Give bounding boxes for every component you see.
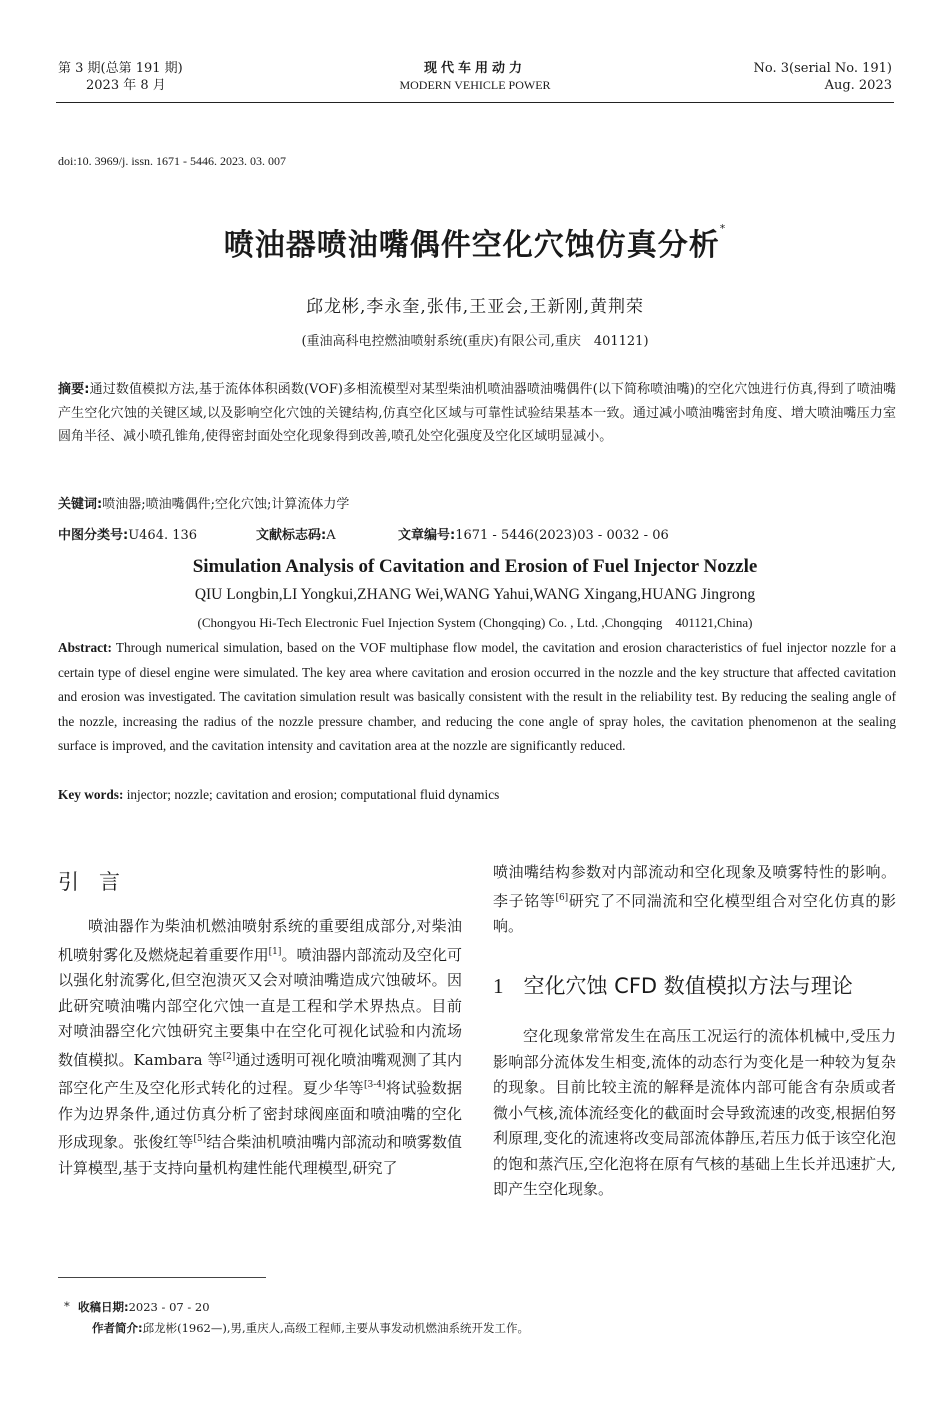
affiliation: (重油高科电控燃油喷射系统(重庆)有限公司,重庆 401121) (301, 334, 649, 349)
article-number (398, 524, 669, 543)
authors: 邱龙彬,李永奎,张伟,王亚会,王新刚,黄荆荣 (305, 297, 645, 317)
author-bio-label: 作者简介: (92, 1321, 143, 1335)
section-1-title: 空化穴蚀 CFD 数值模拟方法与理论 (523, 974, 853, 998)
doc-label: 文献标志码: (256, 528, 327, 543)
doc-value: A (326, 528, 336, 543)
clc-value: U464. 136 (128, 528, 198, 543)
english-title: Simulation Analysis of Cavitation and Erosion of Fuel Injector Nozzle (192, 556, 758, 577)
keywords-cn (58, 493, 349, 512)
clc-label: 中图分类号: (58, 528, 129, 543)
journal-name-cn: 现代车用动力 (423, 61, 526, 76)
intro-cont-b: 研究了不同湍流和空化模型组合对空化仿真的影响。 (493, 891, 896, 935)
section-1-heading (493, 970, 853, 1000)
abstract-en-label: Abstract: (58, 640, 112, 655)
english-authors: QIU Longbin,LI Yongkui,ZHANG Wei,WANG Yahui,WANG Xingang,HUANG Jingrong (194, 586, 756, 603)
keywords-en (58, 787, 499, 803)
abstract-en-text: Through numerical simulation, based on the VOF multiphase flow model, the cavitation and erosion characteristics of fuel injector nozzle for a certain type of diesel engine were simulated. The key area where cavitation and erosion occurred in the nozzle and the key structure that affected cavitation and erosion was investigated. The cavitation simulation result was basically consistent with the result in the reliability test. By reducing the sealing angle of the nozzle, increasing the radius of the nozzle pressure chamber, and reducing the cone angle of spray holes, the cavitation phenomenon at the sealing surface is improved, and the cavitation intensity and cavitation area at the nozzle are significantly reduced. (58, 640, 896, 753)
citation-5: [5] (193, 1134, 207, 1144)
citation-1: [1] (268, 946, 282, 957)
citation-2: [2] (222, 1051, 236, 1062)
received-value: 2023 - 07 - 20 (128, 1300, 210, 1314)
intro-text-b: 。喷油器内部流动及空化可以强化射流雾化,但空泡溃灭又会对喷油嘴造成穴蚀破坏。因此研究喷油嘴内部空化穴蚀一直是工程和学术界热点。目前对喷油器空化穴蚀研究主要集中在空化可视化试验和内流场数值模拟。Kambara 等 (58, 945, 462, 1069)
keywords-cn-label: 关键词: (58, 497, 103, 512)
abstract-en (58, 636, 896, 759)
title-footnote-mark: * (719, 222, 727, 235)
doi: doi:10. 3969/j. issn. 1671 - 5446. 2023. 03. 007 (58, 154, 287, 168)
header-divider (56, 102, 894, 103)
abstract-cn-text: 通过数值模拟方法,基于流体体积函数(VOF)多相流模型对某型柴油机喷油器喷油嘴偶件(以下简称喷油嘴)的空化穴蚀进行仿真,得到了喷油嘴产生空化穴蚀的关键区域,以及影响空化穴蚀的关键结构,仿真空化区域与可靠性试验结果基本一致。通过减小喷油嘴密封角度、增大喷油嘴压力室圆角半径、减小喷孔锥角,使得密封面处空化现象得到改善,喷孔处空化强度及空化区域明显减小。 (58, 382, 897, 444)
paper-title-text: 喷油器喷油嘴偶件空化穴蚀仿真分析 (223, 228, 720, 263)
intro-cont-a: 喷油嘴结构参数对内部流动和空化现象及喷雾特性的影响。李子铭等 (493, 863, 896, 910)
intro-text-e: 结合柴油机喷油嘴内部流动和喷雾数值计算模型,基于支持向量机构建性能代理模型,研究了 (58, 1133, 462, 1177)
received-label: 收稿日期: (78, 1300, 129, 1314)
journal-name-en: MODERN VEHICLE POWER (399, 78, 551, 92)
issue-date-en: Aug. 2023 (824, 78, 892, 93)
intro-paragraph (58, 914, 462, 1181)
intro-paragraph-continued (493, 860, 896, 940)
intro-body-continued (493, 860, 896, 940)
intro-text-c: 通过透明可视化喷油嘴观测了其内部空化产生及空化形式转化的过程。夏少华等 (58, 1050, 462, 1097)
issue-number-en: No. 3(serial No. 191) (753, 61, 892, 76)
abstract-cn-label: 摘要: (58, 382, 90, 397)
article-label: 文章编号: (398, 528, 456, 543)
section-1-number: 1 (493, 974, 504, 998)
footnote-received (64, 1299, 210, 1315)
keywords-cn-text: 喷油器;喷油嘴偶件;空化穴蚀;计算流体力学 (102, 497, 350, 512)
citation-3-4: [3-4] (363, 1080, 386, 1090)
section-1-paragraph: 空化现象常常发生在高压工况运行的流体机械中,受压力影响部分流体发生相变,流体的动态行为变化是一种较为复杂的现象。目前比较主流的解释是流体内部可能含有杂质或者微小气核,流体流经变化的截面时会导致流速的改变,根据伯努利原理,变化的流速将改变局部流体静压,若压力低于该空化泡的饱和蒸汽压,空化泡将在原有气核的基础上生长并迅速扩大,即产生空化现象。 (493, 1027, 896, 1198)
section-1-body (493, 1024, 896, 1203)
citation-6: [6] (555, 892, 569, 903)
author-bio-value: 邱龙彬(1962—),男,重庆人,高级工程师,主要从事发动机燃油系统开发工作。 (142, 1321, 529, 1335)
abstract-cn (58, 378, 896, 449)
issue-number: 第 3 期(总第 191 期) (58, 61, 183, 76)
issue-date: 2023 年 8 月 (86, 78, 166, 93)
intro-text-d: 将试验数据作为边界条件,通过仿真分析了密封球阀座面和喷油嘴的空化形成现象。张俊红等 (58, 1079, 462, 1151)
footnote-divider (58, 1277, 266, 1278)
doc-code (256, 524, 336, 543)
journal-issue-info-en (754, 60, 892, 94)
keywords-en-text: injector; nozzle; cavitation and erosion; computational fluid dynamics (123, 787, 500, 802)
footnote-author-bio (92, 1320, 529, 1336)
intro-text-a: 喷油器作为柴油机燃油喷射系统的重要组成部分,对柴油机喷射雾化及燃烧起着重要作用 (58, 917, 462, 964)
clc-code (58, 524, 197, 543)
article-value: 1671 - 5446(2023)03 - 0032 - 06 (455, 528, 669, 543)
footnote-mark: * (64, 1299, 70, 1313)
english-affiliation: (Chongyou Hi-Tech Electronic Fuel Injection System (Chongqing) Co. , Ltd. ,Chongqing 401121,China) (197, 615, 753, 630)
paper-title (0, 220, 950, 264)
intro-body (58, 914, 462, 1181)
intro-heading: 引言 (58, 870, 140, 894)
keywords-en-label: Key words: (58, 787, 124, 802)
